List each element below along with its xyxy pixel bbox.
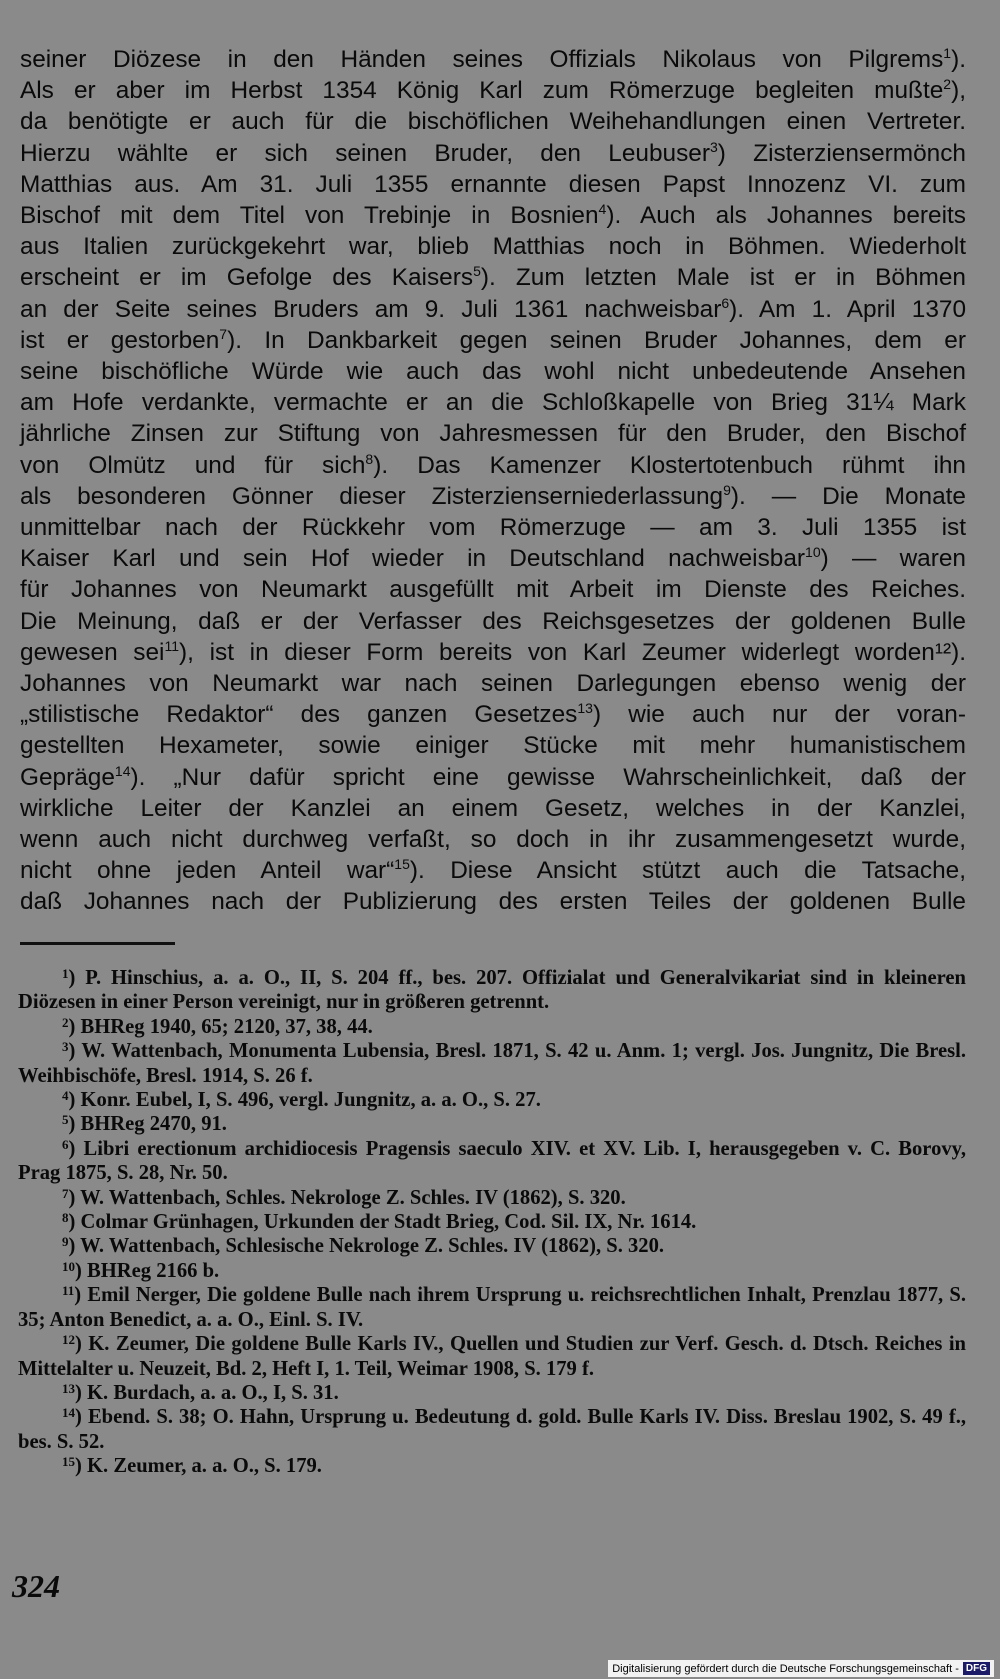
text-line: an der Seite seines Bruders am 9. Juli 1361 nachweisbar$^6$). Am 1. April 1370 (20, 294, 967, 323)
text-line: Kaiser Karl und sein Hof wieder in Deutschland nachweisbar$^{10}$) — waren (20, 544, 966, 573)
text-line: Matthias aus. Am 31. Juli 1355 ernannte diesen Papst Innozenz VI. zum (20, 170, 966, 198)
footnote-text: BHReg 2470, 91. (80, 1113, 227, 1136)
footnote-text: Libri erectionum archidiocesis Pragensis saeculo XIV. et XV. Lib. I, herausgegeben v. C. Borovy, Prag 1875, S. 28, Nr. 50. (18, 1137, 966, 1185)
footnote-number: 12 (62, 1332, 75, 1348)
footnote-text: Konr. Eubel, I, S. 496, vergl. Jungnitz, a. a. O., S. 27. (80, 1089, 541, 1112)
footnote-text: W. Wattenbach, Schlesische Nekrologe Z. Schles. IV (1862), S. 320. (80, 1235, 665, 1258)
text-line: da benötigte er auch für die bischöflichen Weihehandlungen einen Vertreter. (20, 108, 966, 136)
footnote-number: 4 (62, 1088, 69, 1104)
text-line: von Olmütz und für sich$^8$). Das Kamenzer Klostertotenbuch rühmt ihn (20, 450, 966, 479)
footnote-number: 2 (62, 1014, 69, 1030)
footnote-text: P. Hinschius, a. a. O., II, S. 204 ff., bes. 207. Offizialat und Generalvikariat sind in kleineren Diözesen in einer Person vereinigt, nur in größeren getrennt. (18, 967, 966, 1014)
footnote-ref: 15 (394, 856, 410, 873)
text-line: Johannes von Neumarkt war nach seinen Darlegungen ebenso wenig der (20, 670, 966, 698)
text-line: Gepräge$^{14}$). „Nur dafür spricht eine gewisse Wahrscheinlichkeit, daß der (20, 762, 966, 791)
page-number: 324 (12, 1568, 60, 1604)
text-line: wirkliche Leiter der Kanzlei an einem Gesetz, welches in der Kanzlei, (20, 794, 966, 822)
digitization-credit (608, 1660, 994, 1677)
text-line: daß Johannes nach der Publizierung des ersten Teiles der goldenen Bulle (20, 888, 966, 916)
text-line: gewesen sei$^{11}$), ist in dieser Form bereits von Karl Zeumer widerlegt worden¹²). (20, 637, 966, 666)
footnote-ref: 4 (598, 201, 607, 218)
footnote-ref: 5 (473, 263, 481, 280)
text-line: Bischof mit dem Titel von Trebinje in Bosnien$^4$). Auch als Johannes bereits (20, 201, 966, 230)
text-line: ist er gestorben$^7$). In Dankbarkeit gegen seinen Bruder Johannes, dem er (20, 325, 966, 354)
footnote-number: 5 (62, 1112, 69, 1128)
footnote: $^7$) W. Wattenbach, Schles. Nekrologe Z. Schles. IV (1862), S. 320. (62, 1185, 626, 1209)
footnote-ref: 13 (577, 700, 593, 717)
footnote-number: 3 (62, 1039, 69, 1055)
text-line: „stilistische Redaktor“ des ganzen Gesetzes$^{13}$) wie auch nur der voran- (20, 700, 966, 729)
footnote-ref: 1 (943, 45, 952, 61)
text-line: am Hofe verdankte, vermachte er an die Schloßkapelle von Brieg 31¼ Mark (20, 389, 966, 417)
text-line: Hierzu wählte er sich seinen Bruder, den Leubuser$^3$) Zisterziensermönch (20, 138, 966, 167)
footnote: $^{12}$) K. Zeumer, Die goldene Bulle Karls IV., Quellen und Studien zur Verf. Gesch. d. Dtsch. Reiches in Mittelalter u. Neuzeit, Bd. 2, Heft I, 1. Teil, Weimar 1908, S. 179 f. (18, 1332, 966, 1380)
footnote-ref: 3 (709, 138, 718, 155)
credit-text: Digitalisierung gefördert durch die Deutsche Forschungsgemeinschaft - (612, 1662, 959, 1675)
text-line: nicht ohne jeden Anteil war“$^{15}$). Diese Ansicht stützt auch die Tatsache, (20, 856, 967, 885)
footnote-number: 7 (62, 1185, 69, 1201)
footnote-number: 9 (62, 1234, 69, 1250)
dfg-logo: DFG (963, 1662, 990, 1675)
footnote-number: 14 (62, 1405, 75, 1421)
footnote: $^{11}$) Emil Nerger, Die goldene Bulle nach ihrem Ursprung u. reichsrechtlichen Inhalt, Prenzlau 1877, S. 35; Anton Benedict, a. a. O., Einl. S. IV. (18, 1283, 966, 1331)
footnote-number: 13 (62, 1380, 75, 1396)
footnote: $^2$) BHReg 1940, 65; 2120, 37, 38, 44. (62, 1014, 373, 1038)
text-line: erscheint er im Gefolge des Kaisers$^5$). Zum letzten Male ist er in Böhmen (20, 263, 966, 292)
footnote-text: Emil Nerger, Die goldene Bulle nach ihrem Ursprung u. reichsrechtlichen Inhalt, Prenzlau 1877, S. 35; Anton Benedict, a. a. O., Einl. S. IV. (18, 1284, 966, 1331)
footnote: $^6$) Libri erectionum archidiocesis Pragensis saeculo XIV. et XV. Lib. I, herausgegeben v. C. Borovy, Prag 1875, S. 28, Nr. 50. (18, 1136, 966, 1185)
footnote-number: 8 (62, 1210, 69, 1226)
footnote: $^{14}$) Ebend. S. 38; O. Hahn, Ursprung u. Bedeutung d. gold. Bulle Karls IV. Diss. Breslau 1902, S. 49 f., bes. S. 52. (18, 1405, 966, 1453)
footnote-ref: 10 (805, 544, 821, 561)
footnote: $^1$) P. Hinschius, a. a. O., II, S. 204 ff., bes. 207. Offizialat und Generalvikariat sind in kleineren Diözesen in einer Person vereinigt, nur in größeren getrennt. (18, 966, 966, 1014)
footnote-ref: 11 (164, 637, 180, 654)
footnote-ref: 7 (219, 325, 228, 342)
footnote: $^{15}$) K. Zeumer, a. a. O., S. 179. (62, 1454, 322, 1478)
footnote-ref: 6 (721, 294, 730, 311)
text-line: für Johannes von Neumarkt ausgefüllt mit Arbeit im Dienste des Reiches. (20, 576, 966, 604)
text-line: Die Meinung, daß er der Verfasser des Reichsgesetzes der goldenen Bulle (20, 607, 966, 635)
footnotes (18, 966, 966, 1479)
footnote: $^4$) Konr. Eubel, I, S. 496, vergl. Jungnitz, a. a. O., S. 27. (62, 1088, 541, 1112)
text-line: als besonderen Gönner dieser Zisterzienserniederlassung$^9$). — Die Monate (20, 481, 966, 510)
footnote-divider (20, 942, 175, 945)
footnote-text: K. Zeumer, Die goldene Bulle Karls IV., Quellen und Studien zur Verf. Gesch. d. Dtsch. Reiches in Mittelalter u. Neuzeit, Bd. 2, Heft I, 1. Teil, Weimar 1908, S. 179 f. (18, 1333, 966, 1380)
footnote: $^3$) W. Wattenbach, Monumenta Lubensia, Bresl. 1871, S. 42 u. Anm. 1; vergl. Jos. Jungnitz, Die Bresl. Weihbischöfe, Bresl. 1914, S. 26 f. (18, 1039, 966, 1087)
text-line: Als er aber im Herbst 1354 König Karl zum Römerzuge begleiten mußte$^2$), (20, 76, 966, 105)
footnote-number: 11 (62, 1283, 75, 1299)
footnote-text: W. Wattenbach, Monumenta Lubensia, Bresl. 1871, S. 42 u. Anm. 1; vergl. Jos. Jungnitz, Die Bresl. Weihbischöfe, Bresl. 1914, S. 26 f. (18, 1040, 966, 1087)
text-line: wenn auch nicht durchweg verfaßt, so doch in ihr zusammengesetzt wurde, (20, 826, 966, 854)
footnote: $^{13}$) K. Burdach, a. a. O., I, S. 31. (62, 1380, 339, 1404)
text-line: jährliche Zinsen zur Stiftung von Jahresmessen für den Bruder, den Bischof (20, 420, 966, 448)
footnote-ref: 9 (723, 481, 731, 498)
text-line: aus Italien zurückgekehrt war, blieb Matthias noch in Böhmen. Wiederholt (20, 233, 966, 261)
footnote-text: Ebend. S. 38; O. Hahn, Ursprung u. Bedeutung d. gold. Bulle Karls IV. Diss. Breslau 1902, S. 49 f., bes. S. 52. (18, 1406, 966, 1453)
footnote-number: 10 (62, 1258, 75, 1274)
footnote-text: BHReg 2166 b. (87, 1259, 220, 1282)
footnote: $^8$) Colmar Grünhagen, Urkunden der Stadt Brieg, Cod. Sil. IX, Nr. 1614. (62, 1210, 697, 1234)
footnote-number: 6 (62, 1136, 69, 1152)
body-text (20, 44, 966, 918)
text-line: seiner Diözese in den Händen seines Offizials Nikolaus von Pilgrems$^1$). (20, 45, 966, 73)
text-line: gestellten Hexameter, sowie einiger Stücke mit mehr humanistischem (20, 732, 966, 760)
footnote: $^9$) W. Wattenbach, Schlesische Nekrologe Z. Schles. IV (1862), S. 320. (62, 1234, 665, 1258)
footnote-number: 15 (62, 1454, 75, 1470)
text-line: seine bischöfliche Würde wie auch das wohl nicht unbedeutende Ansehen (20, 358, 966, 386)
footnote-text: K. Burdach, a. a. O., I, S. 31. (87, 1381, 339, 1404)
footnote-ref: 2 (943, 76, 952, 93)
footnote-number: 1 (62, 966, 69, 981)
footnote: $^{10}$) BHReg 2166 b. (62, 1258, 220, 1282)
footnote-text: W. Wattenbach, Schles. Nekrologe Z. Schles. IV (1862), S. 320. (80, 1186, 626, 1209)
footnote-text: Colmar Grünhagen, Urkunden der Stadt Brieg, Cod. Sil. IX, Nr. 1614. (80, 1211, 697, 1234)
footnote-text: K. Zeumer, a. a. O., S. 179. (87, 1455, 322, 1478)
footnote-ref: 8 (365, 450, 374, 467)
footnote-text: BHReg 1940, 65; 2120, 37, 38, 44. (80, 1015, 373, 1038)
footnote: $^5$) BHReg 2470, 91. (62, 1112, 227, 1136)
text-line: unmittelbar nach der Rückkehr vom Römerzuge — am 3. Juli 1355 ist (20, 514, 966, 542)
footnote-ref: 14 (114, 762, 131, 779)
